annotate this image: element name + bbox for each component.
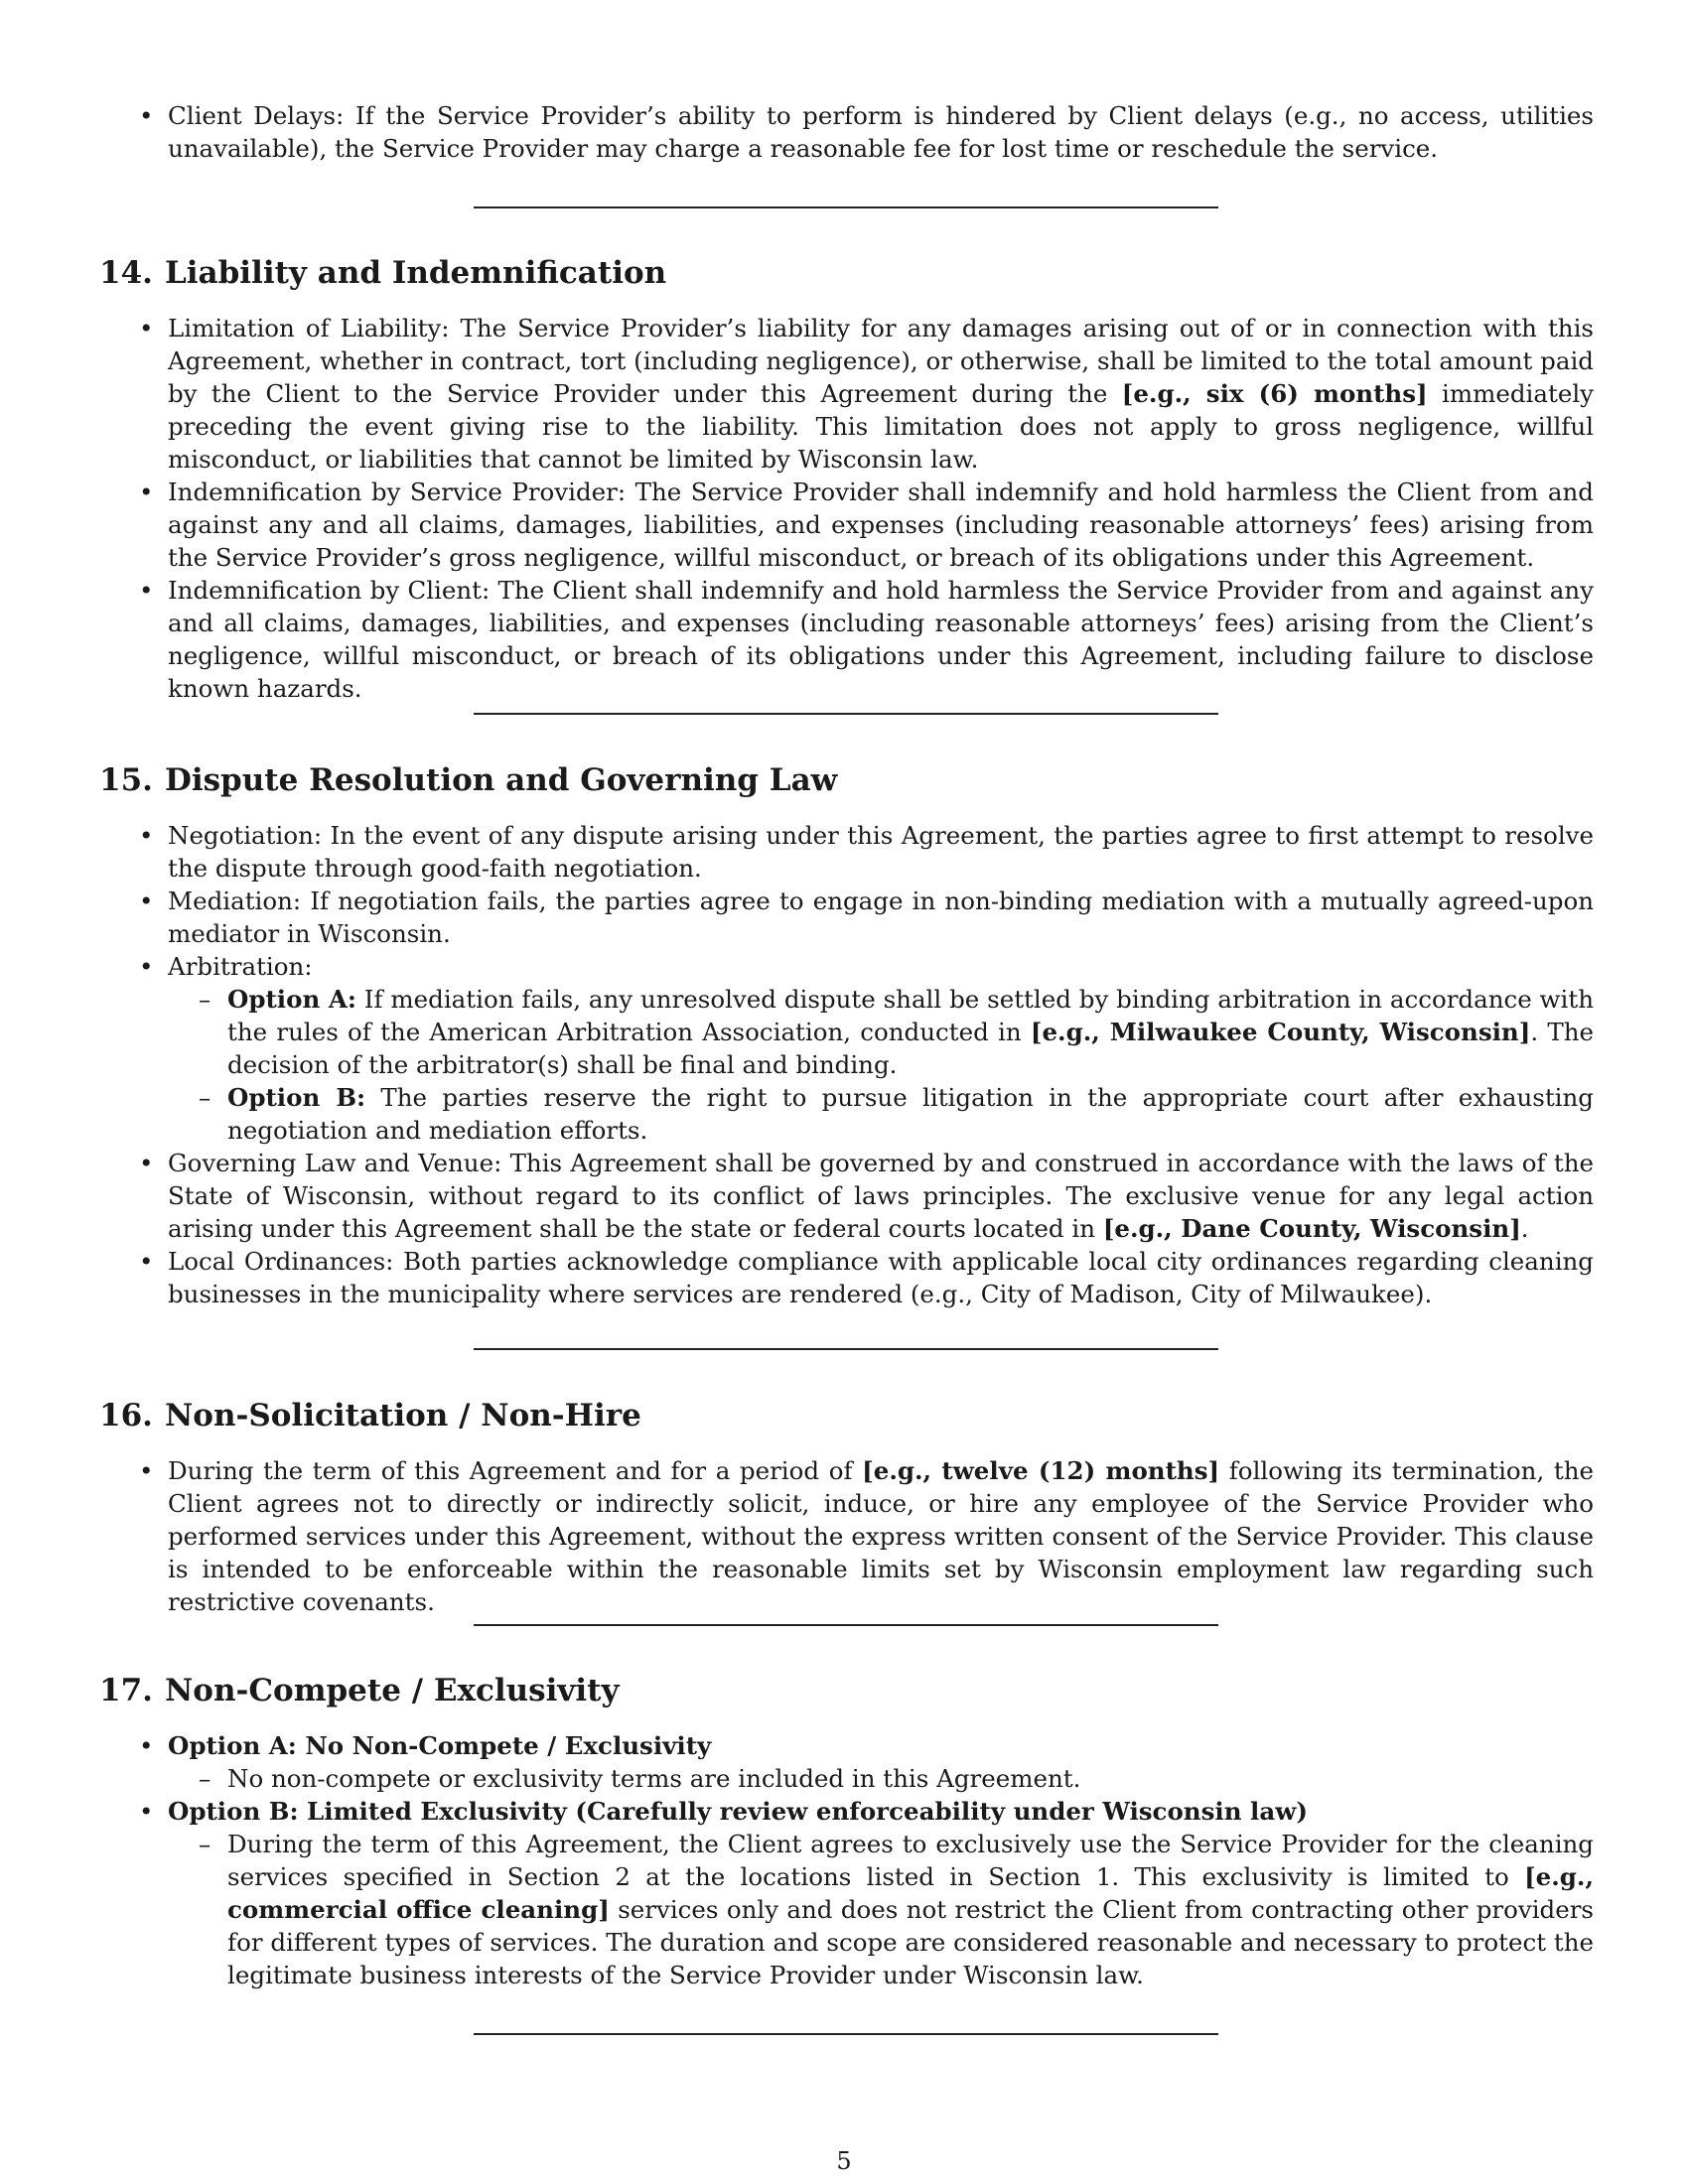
bullet-icon: • — [139, 1149, 154, 1177]
bullet-icon: • — [139, 1797, 154, 1826]
section-divider — [474, 206, 1218, 208]
option-a-text-b: . The decision of the arbitrator(s) shall be final and binding. — [227, 1018, 1594, 1079]
client-delays-item — [99, 99, 1594, 165]
bullet-icon: • — [139, 821, 154, 850]
intro-list — [99, 99, 1594, 165]
indemnification-client-text: Indemnification by Client: The Client shall indemnify and hold harmless the Service Provider from and against any and all claims, damages, liabilities, and expenses (including reasonable attorneys’ fees) arising from the Client’s negligence, willful misconduct, or breach of its obligations under this Agreement, including failure to disclose known hazards. — [168, 576, 1594, 703]
non-solicitation-item — [99, 1454, 1594, 1618]
dash-icon: – — [199, 1830, 211, 1858]
bullet-icon: • — [139, 576, 154, 605]
section-17-title: Non-Compete / Exclusivity — [164, 1673, 620, 1708]
option-b-text: The parties reserve the right to pursue litigation in the appropriate court after exhausting negotiation and mediation efforts. — [227, 1083, 1594, 1145]
bullet-icon: • — [139, 1731, 154, 1760]
section-15-number: 15. — [99, 762, 153, 798]
bullet-icon: • — [139, 314, 154, 342]
client-delays-text: Client Delays: If the Service Provider’s ability to perform is hindered by Client delays (e.g., no access, utilities unavailable), the Service Provider may charge a reasonable fee for lost time or reschedule the service. — [168, 101, 1594, 163]
option-a-title: Option A: No Non-Compete / Exclusivity — [168, 1731, 712, 1760]
non-compete-option-b — [99, 1795, 1594, 1991]
section-17-heading — [99, 1671, 620, 1710]
section-16-title: Non-Solicitation / Non-Hire — [164, 1398, 641, 1433]
non-solicitation-text-b: following its termination, the Client agrees not to directly or indirectly solicit, induce, or hire any employee of the Service Provider who performed services under this Agreement, without the express written consent of the Service Provider. This clause is intended to be enforceable within the reasonable limits set by Wisconsin employment law regarding such restrictive covenants. — [168, 1456, 1594, 1616]
bullet-icon: • — [139, 478, 154, 506]
section-15-list — [99, 819, 1594, 1310]
indemnification-client-item — [99, 574, 1594, 705]
section-16-heading — [99, 1396, 641, 1435]
section-14-title: Liability and Indemnification — [164, 255, 667, 291]
section-14-list — [99, 312, 1594, 705]
negotiation-text: Negotiation: In the event of any dispute arising under this Agreement, the parties agree to first attempt to resolve the dispute through good-faith negotiation. — [168, 821, 1594, 883]
section-15-heading — [99, 760, 837, 800]
page-number: 5 — [836, 2147, 852, 2175]
bullet-icon: • — [139, 887, 154, 915]
governing-law-item — [99, 1147, 1594, 1245]
bullet-icon: • — [139, 1247, 154, 1276]
option-a-label: Option A: — [227, 985, 356, 1014]
option-b-label: Option B: — [227, 1083, 366, 1112]
section-divider — [474, 1348, 1218, 1350]
bullet-icon: • — [139, 952, 154, 981]
section-17-list — [99, 1729, 1594, 1991]
governing-law-text-b: . — [1520, 1214, 1529, 1243]
section-17-number: 17. — [99, 1673, 153, 1708]
limitation-text-a: Limitation of Liability: The Service Provider’s liability for any damages arising out of or in connection with this Agreement, whether in contract, tort (including negligence), or otherwise, shall be limited to the total amount paid by the Client to the Service Provider under this Agreement during the — [168, 314, 1594, 408]
section-divider — [474, 1624, 1218, 1626]
section-16-number: 16. — [99, 1398, 153, 1433]
arbitration-item — [99, 950, 1594, 1147]
local-ordinances-text: Local Ordinances: Both parties acknowledge compliance with applicable local city ordinances regarding cleaning businesses in the municipality where services are rendered (e.g., City of Madison, City of Milwaukee). — [168, 1247, 1594, 1308]
bullet-icon: • — [139, 1456, 154, 1485]
option-a-detail-text: No non-compete or exclusivity terms are included in this Agreement. — [227, 1764, 1081, 1793]
arbitration-option-a — [99, 983, 1594, 1081]
option-b-placeholder: [e.g., commercial office cleaning] — [227, 1862, 1594, 1924]
section-14-number: 14. — [99, 255, 153, 291]
governing-law-text-a: Governing Law and Venue: This Agreement shall be governed by and construed in accordance with the laws of the State of Wisconsin, without regard to its conflict of laws principles. The exclusive venue for any legal action arising under this Agreement shall be the state or federal courts located in — [168, 1149, 1594, 1243]
option-b-detail-text-b: services only and does not restrict the Client from contracting other providers for different types of services. The duration and scope are considered reasonable and necessary to protect the legitimate business interests of the Service Provider under Wisconsin law. — [227, 1895, 1594, 1989]
negotiation-item — [99, 819, 1594, 885]
bullet-icon: • — [139, 101, 154, 130]
mediation-text: Mediation: If negotiation fails, the parties agree to engage in non-binding mediation with a mutually agreed-upon mediator in Wisconsin. — [168, 887, 1594, 948]
mediation-item — [99, 885, 1594, 950]
arbitration-option-b — [99, 1081, 1594, 1147]
dash-icon: – — [199, 1083, 211, 1112]
option-b-detail-text-a: During the term of this Agreement, the Client agrees to exclusively use the Service Provider for the cleaning services specified in Section 2 at the locations listed in Section 1. This exclusivity is limited to — [227, 1830, 1594, 1891]
section-divider — [474, 713, 1218, 715]
indemnification-provider-item — [99, 476, 1594, 574]
dash-icon: – — [199, 1764, 211, 1793]
option-b-detail — [99, 1828, 1594, 1991]
section-15-title: Dispute Resolution and Governing Law — [164, 762, 838, 798]
non-compete-option-a — [99, 1729, 1594, 1795]
section-16-list — [99, 1454, 1594, 1618]
non-solicitation-text-a: During the term of this Agreement and for a period of — [168, 1456, 863, 1485]
option-a-placeholder: [e.g., Milwaukee County, Wisconsin] — [1030, 1018, 1531, 1046]
limitation-text-b: immediately preceding the event giving rise to the liability. This limitation does not apply to gross negligence, willful misconduct, or liabilities that cannot be limited by Wisconsin law. — [168, 379, 1594, 474]
option-b-title: Option B: Limited Exclusivity (Carefully review enforceability under Wisconsin law) — [168, 1797, 1308, 1826]
section-divider — [474, 2033, 1218, 2035]
non-solicitation-placeholder: [e.g., twelve (12) months] — [862, 1456, 1220, 1485]
option-a-text-a: If mediation fails, any unresolved dispute shall be settled by binding arbitration in accordance with the rules of the American Arbitration Association, conducted in — [227, 985, 1594, 1046]
section-14-heading — [99, 253, 666, 293]
arbitration-label: Arbitration: — [168, 952, 313, 981]
indemnification-provider-text: Indemnification by Service Provider: The Service Provider shall indemnify and hold harmless the Client from and against any and all claims, damages, liabilities, and expenses (including reasonable attorneys’ fees) arising from the Service Provider’s gross negligence, willful misconduct, or breach of its obligations under this Agreement. — [168, 478, 1594, 572]
local-ordinances-item — [99, 1245, 1594, 1310]
dash-icon: – — [199, 985, 211, 1014]
limitation-placeholder: [e.g., six (6) months] — [1121, 379, 1428, 408]
option-a-detail — [99, 1762, 1594, 1795]
governing-law-placeholder: [e.g., Dane County, Wisconsin] — [1102, 1214, 1521, 1243]
limitation-item — [99, 312, 1594, 476]
